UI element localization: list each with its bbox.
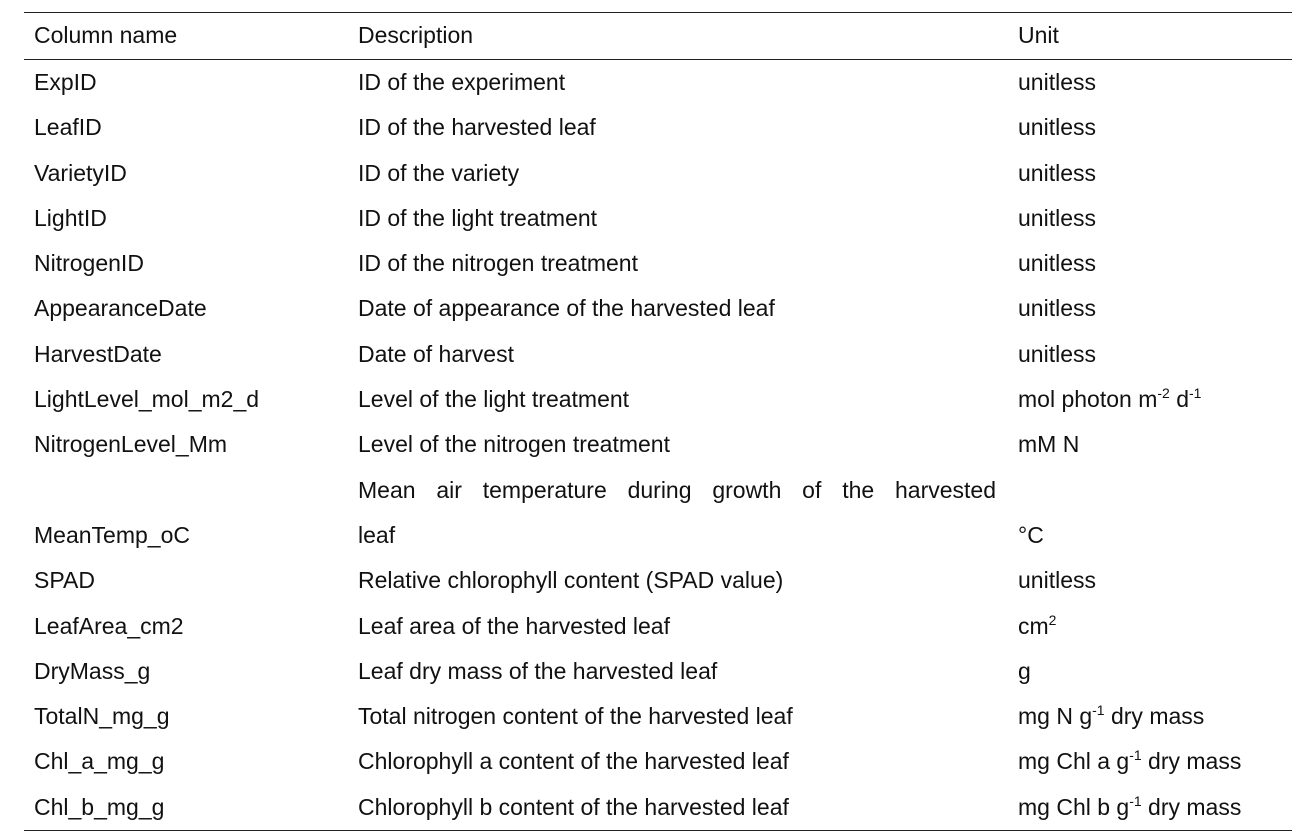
cell-description: Leaf area of the harvested leaf bbox=[358, 612, 670, 639]
cell-description: ID of the variety bbox=[358, 159, 520, 186]
cell-unit: g bbox=[1018, 657, 1031, 684]
unit-base: dry mass bbox=[1104, 703, 1205, 730]
cell-unit: unitless bbox=[1018, 567, 1096, 594]
cell-description: Date of harvest bbox=[358, 340, 514, 367]
cell-description: Total nitrogen content of the harvested leaf bbox=[358, 703, 793, 730]
cell-column-name: LeafArea_cm2 bbox=[34, 612, 184, 639]
unit-base: mg Chl a g bbox=[1018, 748, 1130, 775]
table-row bbox=[24, 60, 1292, 105]
cell-unit bbox=[1018, 377, 1292, 422]
header-column-name: Column name bbox=[34, 22, 178, 49]
cell-column-name: TotalN_mg_g bbox=[34, 703, 170, 730]
table-row bbox=[24, 105, 1292, 150]
table-row bbox=[24, 649, 1292, 694]
cell-unit bbox=[1018, 604, 1292, 649]
unit-exponent: -1 bbox=[1189, 385, 1202, 402]
cell-description: ID of the nitrogen treatment bbox=[358, 250, 638, 277]
cell-column-name: Chl_a_mg_g bbox=[34, 748, 165, 775]
cell-column-name: Chl_b_mg_g bbox=[34, 793, 165, 820]
cell-column-name: MeanTemp_oC bbox=[34, 521, 190, 548]
data-table bbox=[24, 12, 1292, 831]
unit-base: dry mass bbox=[1141, 748, 1242, 775]
table-row bbox=[24, 151, 1292, 196]
cell-description: Chlorophyll b content of the harvested leaf bbox=[358, 793, 789, 820]
table-row bbox=[24, 604, 1292, 649]
cell-description: ID of the light treatment bbox=[358, 204, 598, 231]
cell-description bbox=[358, 468, 1018, 559]
header-unit: Unit bbox=[1018, 22, 1059, 49]
cell-description: ID of the harvested leaf bbox=[358, 114, 596, 141]
table-row bbox=[24, 286, 1292, 331]
header-row bbox=[24, 13, 1292, 59]
cell-column-name: SPAD bbox=[34, 567, 95, 594]
description-line: leaf bbox=[358, 521, 396, 548]
cell-description: Level of the nitrogen treatment bbox=[358, 431, 670, 458]
cell-unit: unitless bbox=[1018, 69, 1096, 95]
cell-column-name: DryMass_g bbox=[34, 657, 151, 684]
table-row bbox=[24, 785, 1292, 830]
cell-column-name: LeafID bbox=[34, 114, 102, 141]
cell-column-name: LightLevel_mol_m2_d bbox=[34, 386, 260, 413]
cell-description: ID of the experiment bbox=[358, 69, 566, 95]
bottom-rule bbox=[24, 830, 1292, 831]
unit-exponent: 2 bbox=[1048, 611, 1057, 628]
cell-unit: unitless bbox=[1018, 250, 1096, 277]
cell-description: Leaf dry mass of the harvested leaf bbox=[358, 657, 718, 684]
cell-unit bbox=[1018, 785, 1292, 830]
unit-exponent: -1 bbox=[1129, 792, 1142, 809]
table-row bbox=[24, 241, 1292, 286]
description-line: Mean air temperature during growth of the harvested bbox=[358, 476, 996, 503]
cell-description: Level of the light treatment bbox=[358, 386, 630, 413]
cell-unit: unitless bbox=[1018, 159, 1096, 186]
cell-column-name: AppearanceDate bbox=[34, 295, 207, 322]
cell-column-name: ExpID bbox=[34, 69, 97, 95]
cell-description: Date of appearance of the harvested leaf bbox=[358, 295, 775, 322]
table-row bbox=[24, 739, 1292, 784]
unit-exponent: -1 bbox=[1092, 702, 1105, 719]
table-row bbox=[24, 332, 1292, 377]
cell-description: Relative chlorophyll content (SPAD value) bbox=[358, 567, 784, 594]
table-body bbox=[24, 60, 1292, 830]
unit-base: dry mass bbox=[1141, 793, 1242, 820]
cell-description: Chlorophyll a content of the harvested leaf bbox=[358, 748, 789, 775]
unit-base: mg Chl b g bbox=[1018, 793, 1130, 820]
unit-base: cm bbox=[1018, 612, 1049, 639]
cell-unit: mM N bbox=[1018, 431, 1080, 458]
table-row bbox=[24, 694, 1292, 739]
cell-column-name: LightID bbox=[34, 204, 107, 231]
cell-unit: unitless bbox=[1018, 295, 1096, 322]
cell-unit bbox=[1018, 739, 1292, 784]
cell-unit: unitless bbox=[1018, 114, 1096, 141]
table-row bbox=[24, 558, 1292, 603]
table-row bbox=[24, 196, 1292, 241]
cell-column-name: HarvestDate bbox=[34, 340, 162, 367]
cell-unit: unitless bbox=[1018, 204, 1096, 231]
cell-unit: °C bbox=[1018, 521, 1044, 548]
unit-exponent: -1 bbox=[1129, 747, 1142, 764]
unit-base: mg N g bbox=[1018, 703, 1093, 730]
cell-column-name: NitrogenID bbox=[34, 250, 144, 277]
unit-exponent: -2 bbox=[1157, 385, 1170, 402]
table-row bbox=[24, 377, 1292, 422]
cell-column-name: VarietyID bbox=[34, 159, 127, 186]
unit-base: mol photon m bbox=[1018, 386, 1158, 413]
table-row bbox=[24, 422, 1292, 467]
cell-unit: unitless bbox=[1018, 340, 1096, 367]
unit-base: d bbox=[1169, 386, 1189, 413]
header-description: Description bbox=[358, 22, 474, 49]
cell-column-name: NitrogenLevel_Mm bbox=[34, 431, 228, 458]
cell-unit bbox=[1018, 694, 1292, 739]
table-row bbox=[24, 468, 1292, 559]
